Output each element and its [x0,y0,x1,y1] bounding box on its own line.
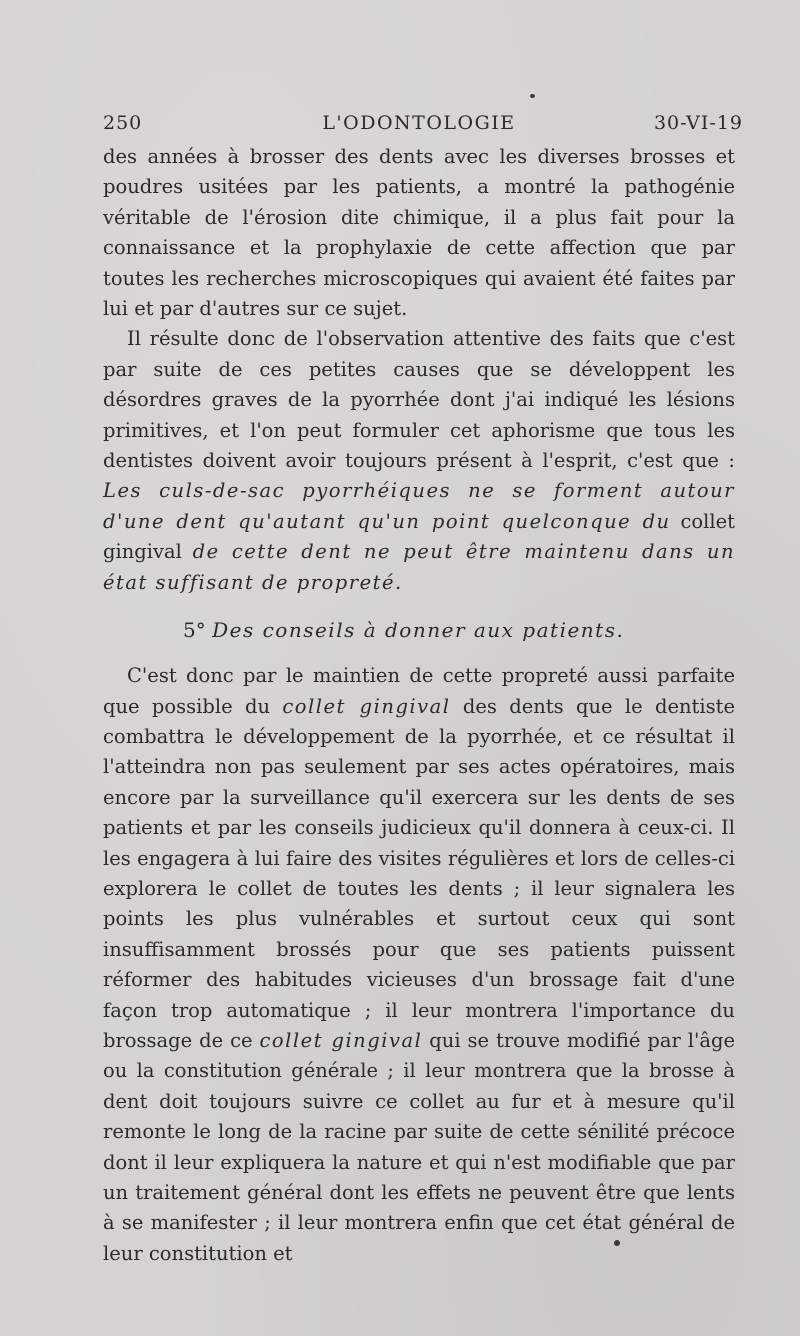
book-page [103,104,743,1269]
paragraph-aphorism [103,324,735,598]
aphorism-italic-part-2: de cette dent ne peut être maintenu dans un état suffisant de propreté. [103,540,735,594]
aphorism-intro: Il résulte donc de l'observation attentive des faits que c'est par suite de ces petites causes que se développent les désordres graves de la pyorrhée dont j'ai indiqué les lésions primitives, et l'on peut formuler cet aphorisme que tous les dentistes doivent avoir toujours présent à l'esprit, c'est que : [103,327,735,473]
aphorism-roman-term: collet gingival [103,509,735,564]
ink-speck-top [530,94,535,98]
section-number: 5° [183,618,206,643]
running-header [103,104,743,142]
paragraph-continued: des années à brosser des dents avec les diverses brosses et poudres usitées par les patients, a montré la pathogénie véritable de l'érosion dite chimique, il a plus fait pour la connaissance et la prophylaxie de cette affection que par toutes les recherches microscopiques qui avaient été faites par lui et par d'autres sur ce sujet. [103,145,735,321]
aphorism-italic-part-1: Les culs-de-sac pyorrhéiques ne se forment autour d'une dent qu'autant qu'un point quelconque du [103,479,735,533]
section-title: Des conseils à donner aux patients. [212,618,625,643]
advice-text-2: des dents que le dentiste combattra le développement de la pyorrhée, et ce résultat il l'atteindra non pas seulement par ses actes opératoires, mais encore par la surveillance qu'il exercera sur les dents de ses patients et par les conseils judicieux qu'il donnera à ceux-ci. Il les engagera à lui faire des visites régulières et lors de celles-ci explorera le collet de toutes les dents ; il leur signalera les points les plus vulnérables et surtout ceux qui sont insuffisamment brossés pour que ses patients puissent réformer des habitudes vicieuses d'un brossage fait d'une façon trop automatique ; il leur montrera l'importance du brossage de ce [103,694,736,1052]
advice-term-1: collet gingival [282,694,451,718]
paragraph-advice [103,661,735,1269]
advice-text-3: qui se trouve modifié par l'âge ou la constitution générale ; il leur montrera que la brosse à dent doit toujours suivre ce collet au fur et à mesure qu'il remonte le long de la racine par suite de cette sénilité précoce dont il leur expliquera la nature et qui n'est modifiable que par un traitement général dont les effets ne peuvent être que lents à se manifester ; il leur montrera enfin que cet état général de leur constitution et [103,1028,735,1265]
issue-date: 30-VI-19 [653,112,743,134]
page-number: 250 [103,112,143,134]
section-heading [103,615,735,645]
advice-term-2: collet gingival [259,1028,423,1052]
advice-text-1: C'est donc par le maintien de cette propreté aussi parfaite que possible du [103,664,735,718]
journal-title: L'ODONTOLOGIE [322,112,516,134]
